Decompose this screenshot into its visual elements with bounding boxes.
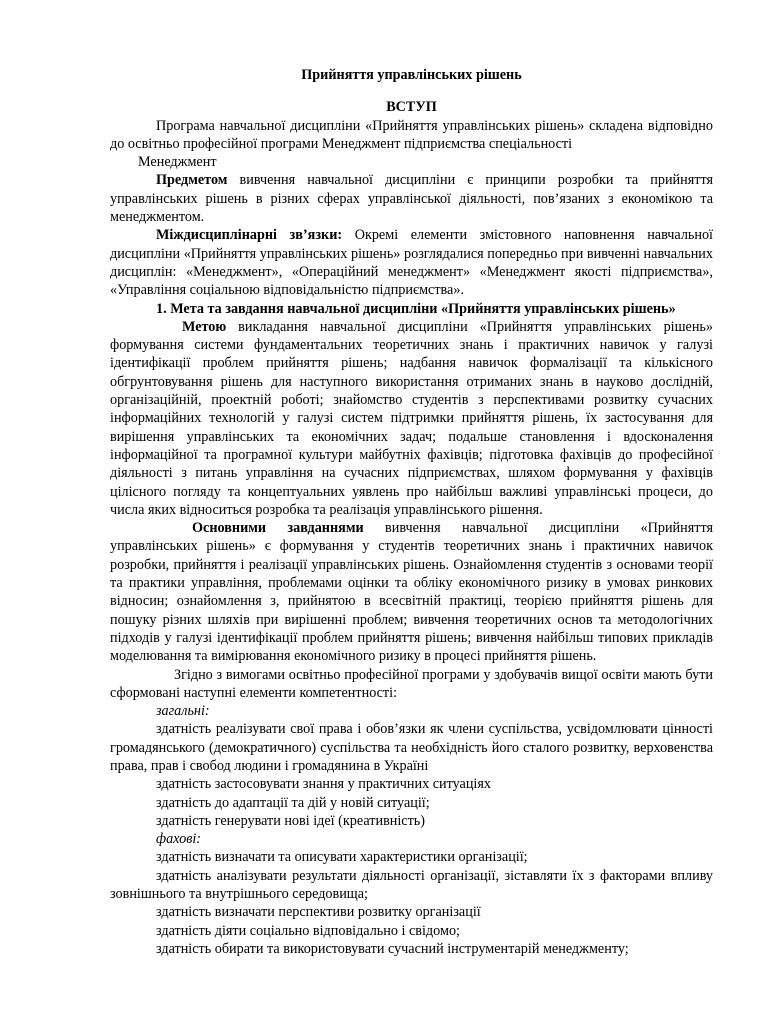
goal-term: Метою — [182, 318, 227, 335]
paragraph-tasks: Основними завданнями вивчення навчальної дисципліни «Прийняття управлінських рішень» є формування у студентів теоретичних знань і практичних навичок розробки, прийняття і реалізації управлінських рішень. Ознайомлення студентів з основами теорії та практики управління, проблемами оцінки та обліку економічного ризику в умовах ринкових відносин; ознайомлення з, прийнятою в всесвітній практиці, теорією прийняття рішень для пошуку різних шляхів при вирішенні проблем; вивчення теоретичних основ та методологічних підходів у галузі ідентифікації проблем прийняття рішень; вивчення найбільш типових прикладів моделювання та вимірювання економічного ризику в процесі прийняття рішень. — [110, 520, 713, 665]
list-item: здатність діяти соціально відповідально і свідомо; — [156, 922, 460, 939]
interdisciplinary-term: Міждисциплінарні зв’язки: — [156, 227, 343, 244]
list-item: здатність генерувати нові ідеї (креативність) — [156, 812, 425, 829]
subject-term: Предметом — [156, 172, 228, 189]
intro-heading: ВСТУП — [386, 99, 437, 116]
paragraph-goal: Метою викладання навчальної дисципліни «Прийняття управлінських рішень» формування системи фундаментальних теоретичних знань і практичних навичок у галузі ідентифікації проблем прийняття рішень; надбання навичок формалізації та кількісного обгрунтовування рішень для наступного використання отриманих знань в науково дослідній, організаційній, проектній роботі; знайомство студентів з перспективами розвитку сучасних інформаційних технологій у галузі систем підтримки прийняття рішень, їх застосування для вирішення управлінських та економічних задач; подальше становлення і вдосконалення інформаційної та програмної культури майбутніх фахівців; підготовка фахівців до професійної діяльності з питань управління на сучасних підприємствах, шляхом формування у фахівців цілісного погляду та концептуальних уявлень про найбільш важливі управлінські процеси, до числа яких відноситься розробка та реалізація управлінського рішення. — [110, 318, 713, 518]
list-item: здатність визначати перспективи розвитку організації — [156, 904, 481, 921]
tasks-term: Основними завданнями — [192, 520, 364, 537]
document-page — [110, 66, 713, 958]
list-item: здатність визначати та описувати характеристики організації; — [156, 849, 528, 866]
paragraph-competences: Згідно з вимогами освітньо професійної програми у здобувачів вищої освіти мають бути сформовані наступні елементи компетентності: — [110, 666, 713, 701]
professional-competences-label: фахові: — [156, 831, 202, 848]
list-item: здатність аналізувати результати діяльності організації, зіставляти їх з факторами впливу зовнішнього та внутрішнього середовища; — [110, 867, 713, 903]
paragraph-interdisciplinary: Міждисциплінарні зв’язки: Окремі елементи змістовного наповнення навчальної дисципліни «Прийняття управлінських рішень» розглядалися попередньо при вивченні навчальних дисциплін: «Менеджмент», «Операційний менеджмент» «Менеджмент якості підприємства», «Управління соціальною відповідальністю підприємства». — [110, 227, 713, 299]
general-competences-label: загальні: — [156, 703, 210, 720]
list-item: здатність застосовувати знання у практичних ситуаціях — [156, 776, 491, 793]
document-title: Прийняття управлінських рішень — [301, 67, 522, 83]
section-heading-1: 1. Мета та завдання навчальної дисципліни «Прийняття управлінських рішень» — [156, 300, 676, 317]
paragraph-program: Програма навчальної дисципліни «Прийняття управлінських рішень» складена відповідно до освітньо професійної програми Менеджмент підприємства спеціальності — [110, 117, 713, 152]
list-item: здатність обирати та використовувати сучасний інструментарій менеджменту; — [156, 940, 629, 957]
paragraph-subject: Предметом вивчення навчальної дисципліни є принципи розробки та прийняття управлінських рішень в різних сферах управлінської діяльності, пов’язаних з економікою та менеджментом. — [110, 172, 713, 226]
list-item: здатність до адаптації та дій у новій ситуації; — [156, 794, 430, 811]
paragraph-program-tail: Менеджмент — [138, 154, 217, 171]
list-item: здатність реалізувати свої права і обов’язки як члени суспільства, усвідомлювати цінності громадянського (демократичного) суспільства та необхідність його сталого розвитку, верховенства права, прав і свобод людини і громадянина в Україні — [110, 721, 713, 774]
